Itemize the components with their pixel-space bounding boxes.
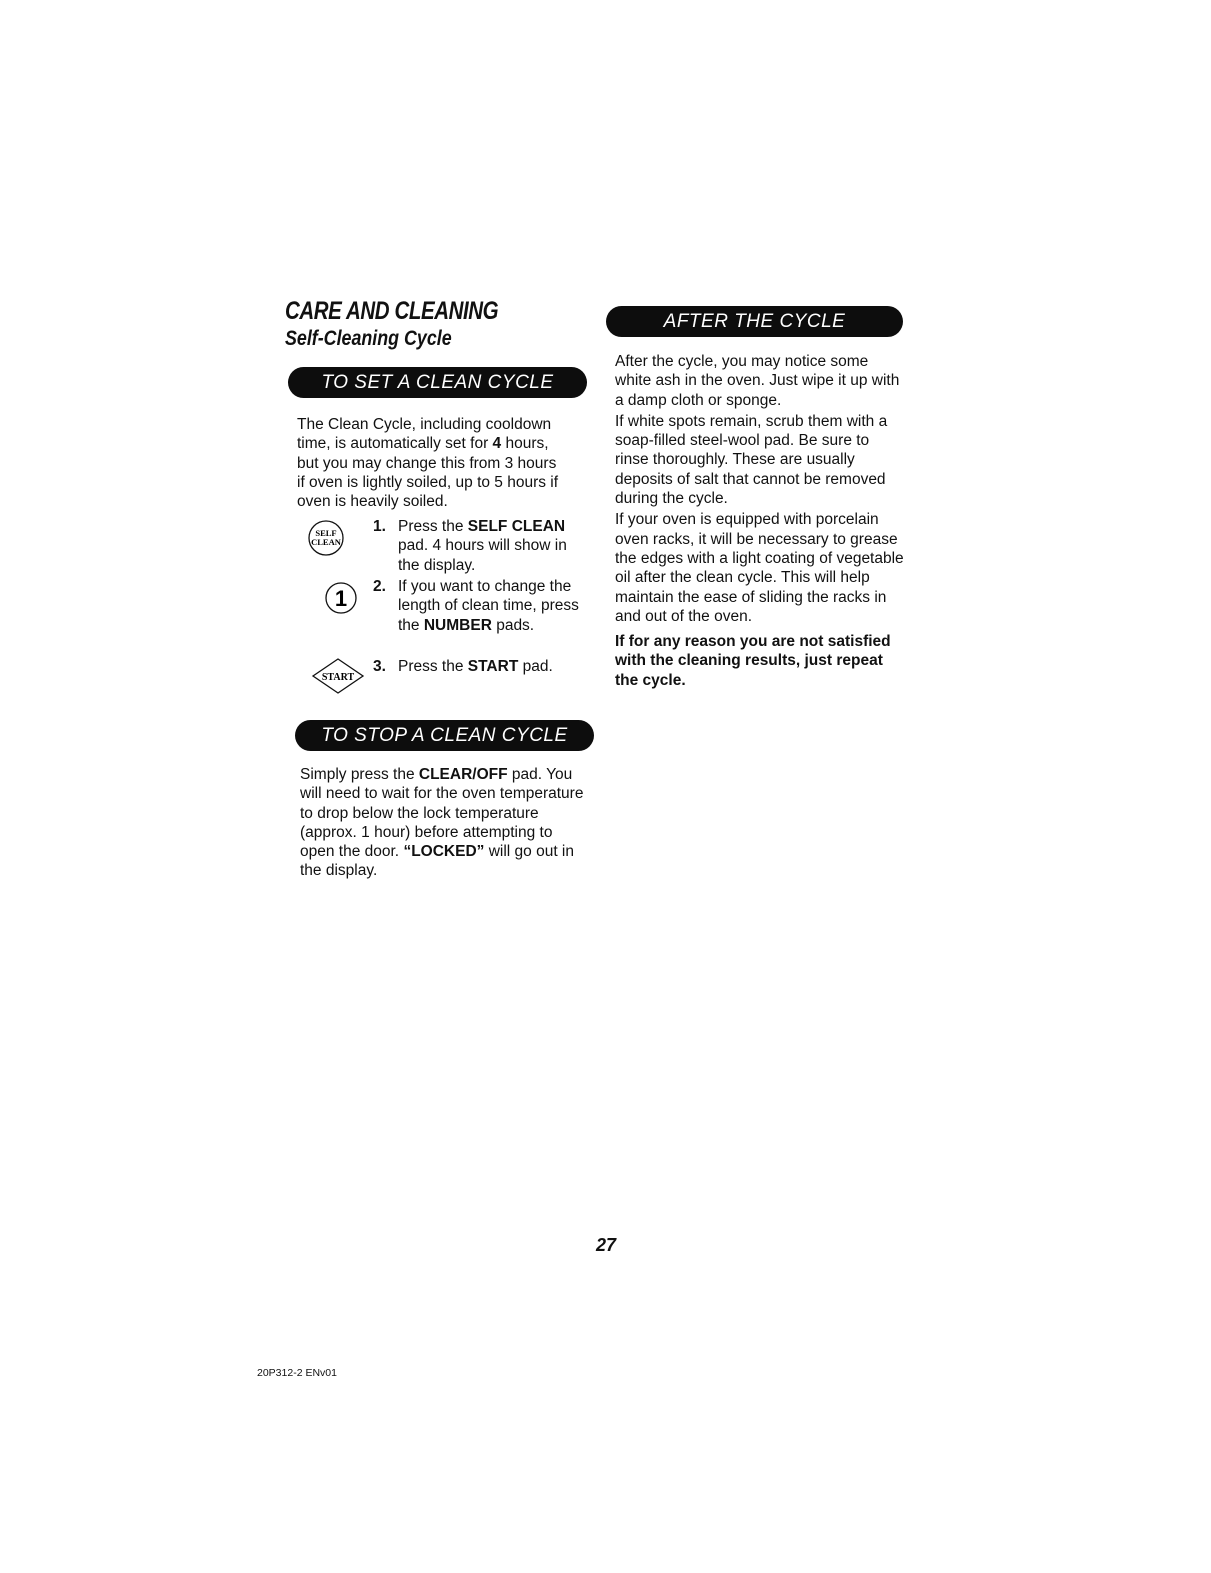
number-pad-icon-text: 1 — [334, 586, 348, 611]
document-id: 20P312-2 ENv01 — [257, 1367, 337, 1379]
after-cycle-para-1: After the cycle, you may notice some white ash in the oven. Just wipe it up with a damp cloth or sponge. — [615, 353, 900, 409]
step-2-pre: If you want to change the length of clean time, press the — [398, 578, 579, 634]
after-cycle-banner — [606, 306, 903, 337]
set-cycle-banner — [288, 367, 587, 398]
after-cycle-note: If for any reason you are not satisfied with the cleaning results, just repeat the cycle. — [615, 633, 891, 689]
step-1 — [297, 517, 587, 577]
intro-line-1: The Clean Cycle, including cooldown — [297, 416, 552, 433]
self-clean-icon-text-1: SELF — [315, 528, 337, 538]
after-cycle-banner-label: AFTER THE CYCLE — [663, 310, 846, 332]
step-2-number: 2. — [373, 578, 386, 595]
stop-cycle-banner — [295, 720, 594, 751]
step-1-pre: Press the — [398, 518, 468, 535]
intro-line-3: but you may change this from 3 hours — [297, 454, 557, 472]
step-1-number: 1. — [373, 518, 386, 535]
stop-cycle-banner-label: TO STOP A CLEAN CYCLE — [321, 724, 568, 746]
after-cycle-para-3: If your oven is equipped with porcelain oven racks, it will be necessary to grease the edges with a light coating of vegetable oil after the clean cycle. This will help maintain the ease of sliding the racks in and out of the oven. — [615, 511, 904, 625]
step-3-bold: START — [467, 658, 519, 675]
intro-line-2b: 4 — [492, 435, 502, 453]
after-cycle-para-2: If white spots remain, scrub them with a soap-filled steel-wool pad. Be sure to rinse thoroughly. These are usually deposits of salt that cannot be removed during the cycle. — [615, 412, 888, 508]
page-subtitle: Self-Cleaning Cycle — [285, 327, 452, 350]
step-3-text — [398, 657, 588, 676]
stop-cycle-clear-off: CLEAR/OFF — [418, 766, 508, 783]
intro-line-2c: hours, — [501, 435, 549, 453]
step-2 — [297, 577, 587, 657]
step-3-pre: Press the — [398, 658, 468, 675]
set-cycle-banner-label: TO SET A CLEAN CYCLE — [321, 371, 554, 393]
intro-line-4: if oven is lightly soiled, up to 5 hours if — [297, 473, 559, 491]
self-clean-icon-text-2: CLEAN — [311, 537, 341, 547]
intro-line-5: oven is heavily soiled. — [297, 493, 448, 511]
step-3 — [297, 657, 587, 679]
after-cycle-text — [615, 352, 907, 692]
step-2-bold: NUMBER — [423, 616, 492, 634]
step-3-number: 3. — [373, 658, 386, 675]
page-title: CARE AND CLEANING — [285, 297, 499, 325]
page-number: 27 — [596, 1235, 617, 1255]
stop-cycle-pre: Simply press the — [300, 766, 419, 783]
set-cycle-intro — [297, 415, 597, 511]
step-1-text — [398, 517, 588, 575]
step-1-bold: SELF CLEAN — [467, 518, 566, 535]
intro-line-2a: time, is automatically set for — [297, 435, 493, 453]
step-3-post: pad. — [518, 658, 553, 675]
step-2-post: pads. — [491, 616, 535, 634]
start-pad-icon-text: START — [321, 672, 355, 683]
stop-cycle-locked: “LOCKED” — [403, 843, 485, 861]
step-1-post: pad. 4 hours will show in the display. — [398, 537, 567, 574]
step-2-text — [398, 577, 588, 635]
stop-cycle-mid: pad. You will need to wait for the oven temperature to drop below the lock temperature (approx. 1 hour) before attempting to open the door. — [300, 766, 584, 861]
stop-cycle-text — [300, 765, 585, 881]
stop-cycle-post: will go out in the display. — [300, 843, 574, 880]
intro-line-2 — [297, 434, 597, 453]
